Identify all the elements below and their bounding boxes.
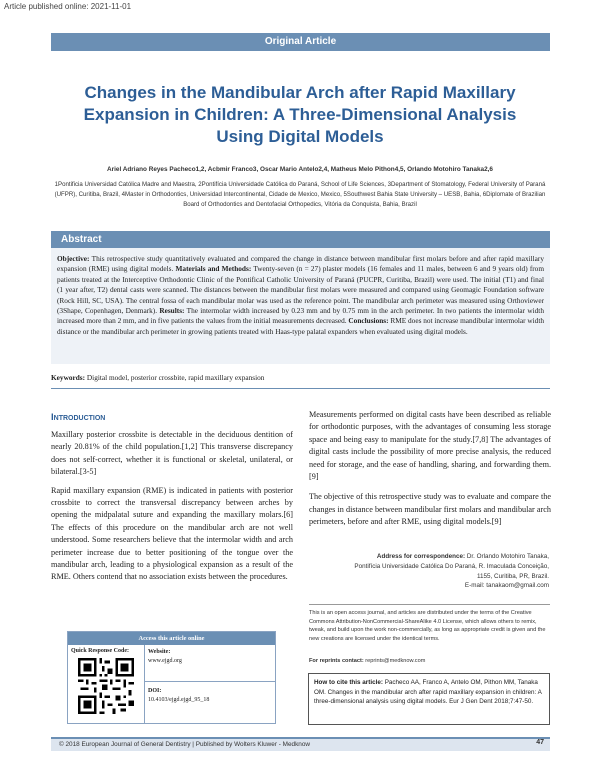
keywords-text: Digital model, posterior crossbite, rapid maxillary expansion [86, 373, 265, 382]
right-paragraph-2: The objective of this retrospective study was to evaluate and compare the changes in distance between mandibular first molars and mandibular arch perimeters, before and after RME, using digital models.[9] [309, 492, 551, 527]
conclusions-text: RME does not increase mandibular intermolar width distance or the mandibular arch perimeter in growing patients treated with Haas-type palatal expanders when evaluated using digital models. [57, 316, 545, 336]
correspondence-label: Address for correspondence: [376, 553, 466, 560]
page-footer [51, 737, 550, 751]
objective-text: This retrospective study quantitatively evaluated and compared the change in distance between mandibular first molars before and after rapid maxillary expansion (RME) using digital models. [57, 254, 545, 274]
reprints-label: For reprints contact: [309, 658, 364, 664]
author-list: Ariel Adriano Reyes Pacheco1,2, Acbmir Franco3, Oscar Mario Antelo2,4, Matheus Melo Pithon4,5, Orlando Motohiro Tanaka2,6 [107, 166, 493, 173]
website-link[interactable]: www.ejgd.org [148, 657, 182, 664]
access-divider [145, 681, 276, 682]
intro-heading: Introduction [51, 412, 106, 423]
correspondence-block [309, 552, 549, 591]
correspondence-name: Dr. Orlando Motohiro Tanaka, [466, 553, 549, 560]
results-label: Results: [159, 306, 185, 316]
access-heading: Access this article online [68, 632, 275, 645]
right-column [309, 409, 551, 537]
reprints-email[interactable]: reprints@medknow.com [365, 658, 426, 664]
correspondence-line1: Pontifícia Universidade Católica Do Paraná, R. Imaculada Conceição, [354, 562, 549, 570]
results-text: The intermolar width increased by 0.23 mm and by 0.75 mm in the arch perimeter. In two patients the intermolar width increased more than 2 mm, and in five patients the values from the initial measurements decreased. [57, 306, 544, 326]
access-online-box [67, 631, 276, 724]
intro-paragraph-1: Maxillary posterior crossbite is detectable in the deciduous dentition of nearly 20.81% of the child population.[1,2] This transverse discrepancy does not self-correct, whether it is functional or skeletal, unilateral, or bilateral.[3-5] [51, 430, 293, 477]
correspondence-divider [309, 604, 550, 605]
doi-label: DOI: [148, 688, 162, 694]
methods-text: Twenty-seven (n = 27) plaster models (16 females and 11 males, between 6 and 9 years old) from patients treated at the Interceptive Orthodontic Clinic of the Pontifical Catholic University of Paraná (PUCPR, Curitiba, Brazil) were used. The initial (T1) and final (1 year after, T2) dental casts were scanned. The distances between the mandibular first molars were measured and compared using Geomagic Foundation software (Rock Hill, SC, USA). The central fossa of each mandibular molar was used as the reference point. The mandibular arch perimeter was measured using Orthoviewer (3Shape, Copenhagen, Denmark). [57, 264, 544, 316]
correspondence-email[interactable]: E-mail: tanakaom@gmail.com [464, 582, 549, 590]
license-text: This is an open access journal, and articles are distributed under the terms of the Creative Commons Attribution-NonCommercial-ShareAlike 4.0 License, which allows others to remix, tweak, and build upon the work non-commercially, as long as appropriate credit is given and the new creations are licensed under the identical terms. [309, 610, 546, 642]
keywords-label: Keywords: [51, 373, 86, 382]
access-details [148, 648, 274, 704]
footer-copyright: © 2018 European Journal of General Dentistry | Published by Wolters Kluwer - Medknow [59, 741, 310, 748]
intro-paragraph-2: Rapid maxillary expansion (RME) is indicated in patients with posterior crossbite to correct the transversal discrepancy between arches by opening the midpalatal suture and expanding the maxillary molars.[6] The effects of this procedure on the mandibular arch are not well understood. Some researchers believe that the intermolar width and arch perimeter increase due to better positioning of the tongue over the mandibular arch, leading to a physiological expansion as a result of the RME. Others contend that no association exists between the procedures. [51, 485, 293, 582]
citation-text: Pacheco AA, Franco A, Antelo OM, Pithon MM, Tanaka OM. Changes in the mandibular arch after rapid maxillary expansion in children: A three-dimensional analysis using digital models. Eur J Gen Dent 2018;7:47-50. [314, 679, 542, 706]
methods-label: Materials and Methods: [175, 264, 252, 274]
article-type-bar: Original Article [51, 33, 550, 51]
objective-label: Objective: [57, 254, 90, 263]
conclusions-label: Conclusions: [348, 316, 389, 326]
right-paragraph-1: Measurements performed on digital casts have been described as reliable for orthodontic purposes, with the advantages of consuming less storage space and being easy to manipulate for the study.[7,8] The advantages of digital casts include the possibility of more precise analysis, the reduced need for storage, and the ease of handling, sharing, and forwarding them.[9] [309, 410, 551, 482]
citation-box [308, 673, 550, 725]
affiliations: 1Pontificia Universidad Católica Madre and Maestra, 2Pontifícia Universidade Católica do Paraná, School of Life Sciences, 3Department of Stomatology, Federal University of Paraná (UFPR), Curitiba, Brazil, 4Master in Orthodontics, Universidad Intercontinental, Cidade de Mexico, Mexico, 5Southwest Bahia State University – UESB, Bahia, 6Diplomate of Brazilian Board of Orthodontics and Dentofacial Orthopedics, Vitória da Conquista, Bahia, Brazil [54, 181, 546, 208]
reprints-line [309, 658, 550, 664]
published-date: Article published online: 2021-11-01 [4, 2, 132, 11]
keywords-divider [51, 388, 550, 389]
qr-code-icon[interactable] [78, 658, 134, 714]
website-label: Website: [148, 649, 171, 655]
citation-label: How to cite this article: [314, 679, 383, 686]
keywords-line [51, 373, 550, 382]
page-number: 47 [536, 739, 544, 746]
left-column [51, 412, 293, 590]
abstract-heading: Abstract [51, 231, 550, 248]
qr-panel [68, 645, 145, 724]
article-title: Changes in the Mandibular Arch after Rapid Maxillary Expansion in Children: A Three-Dimensional Analysis Using Digital Models [83, 83, 517, 146]
correspondence-line2: 1155, Curitiba, PR, Brazil. [477, 572, 549, 580]
abstract-body [51, 248, 550, 364]
doi-link[interactable]: 10.4103/ejgd.ejgd_95_18 [148, 696, 210, 703]
qr-label: Quick Response Code: [71, 648, 130, 654]
